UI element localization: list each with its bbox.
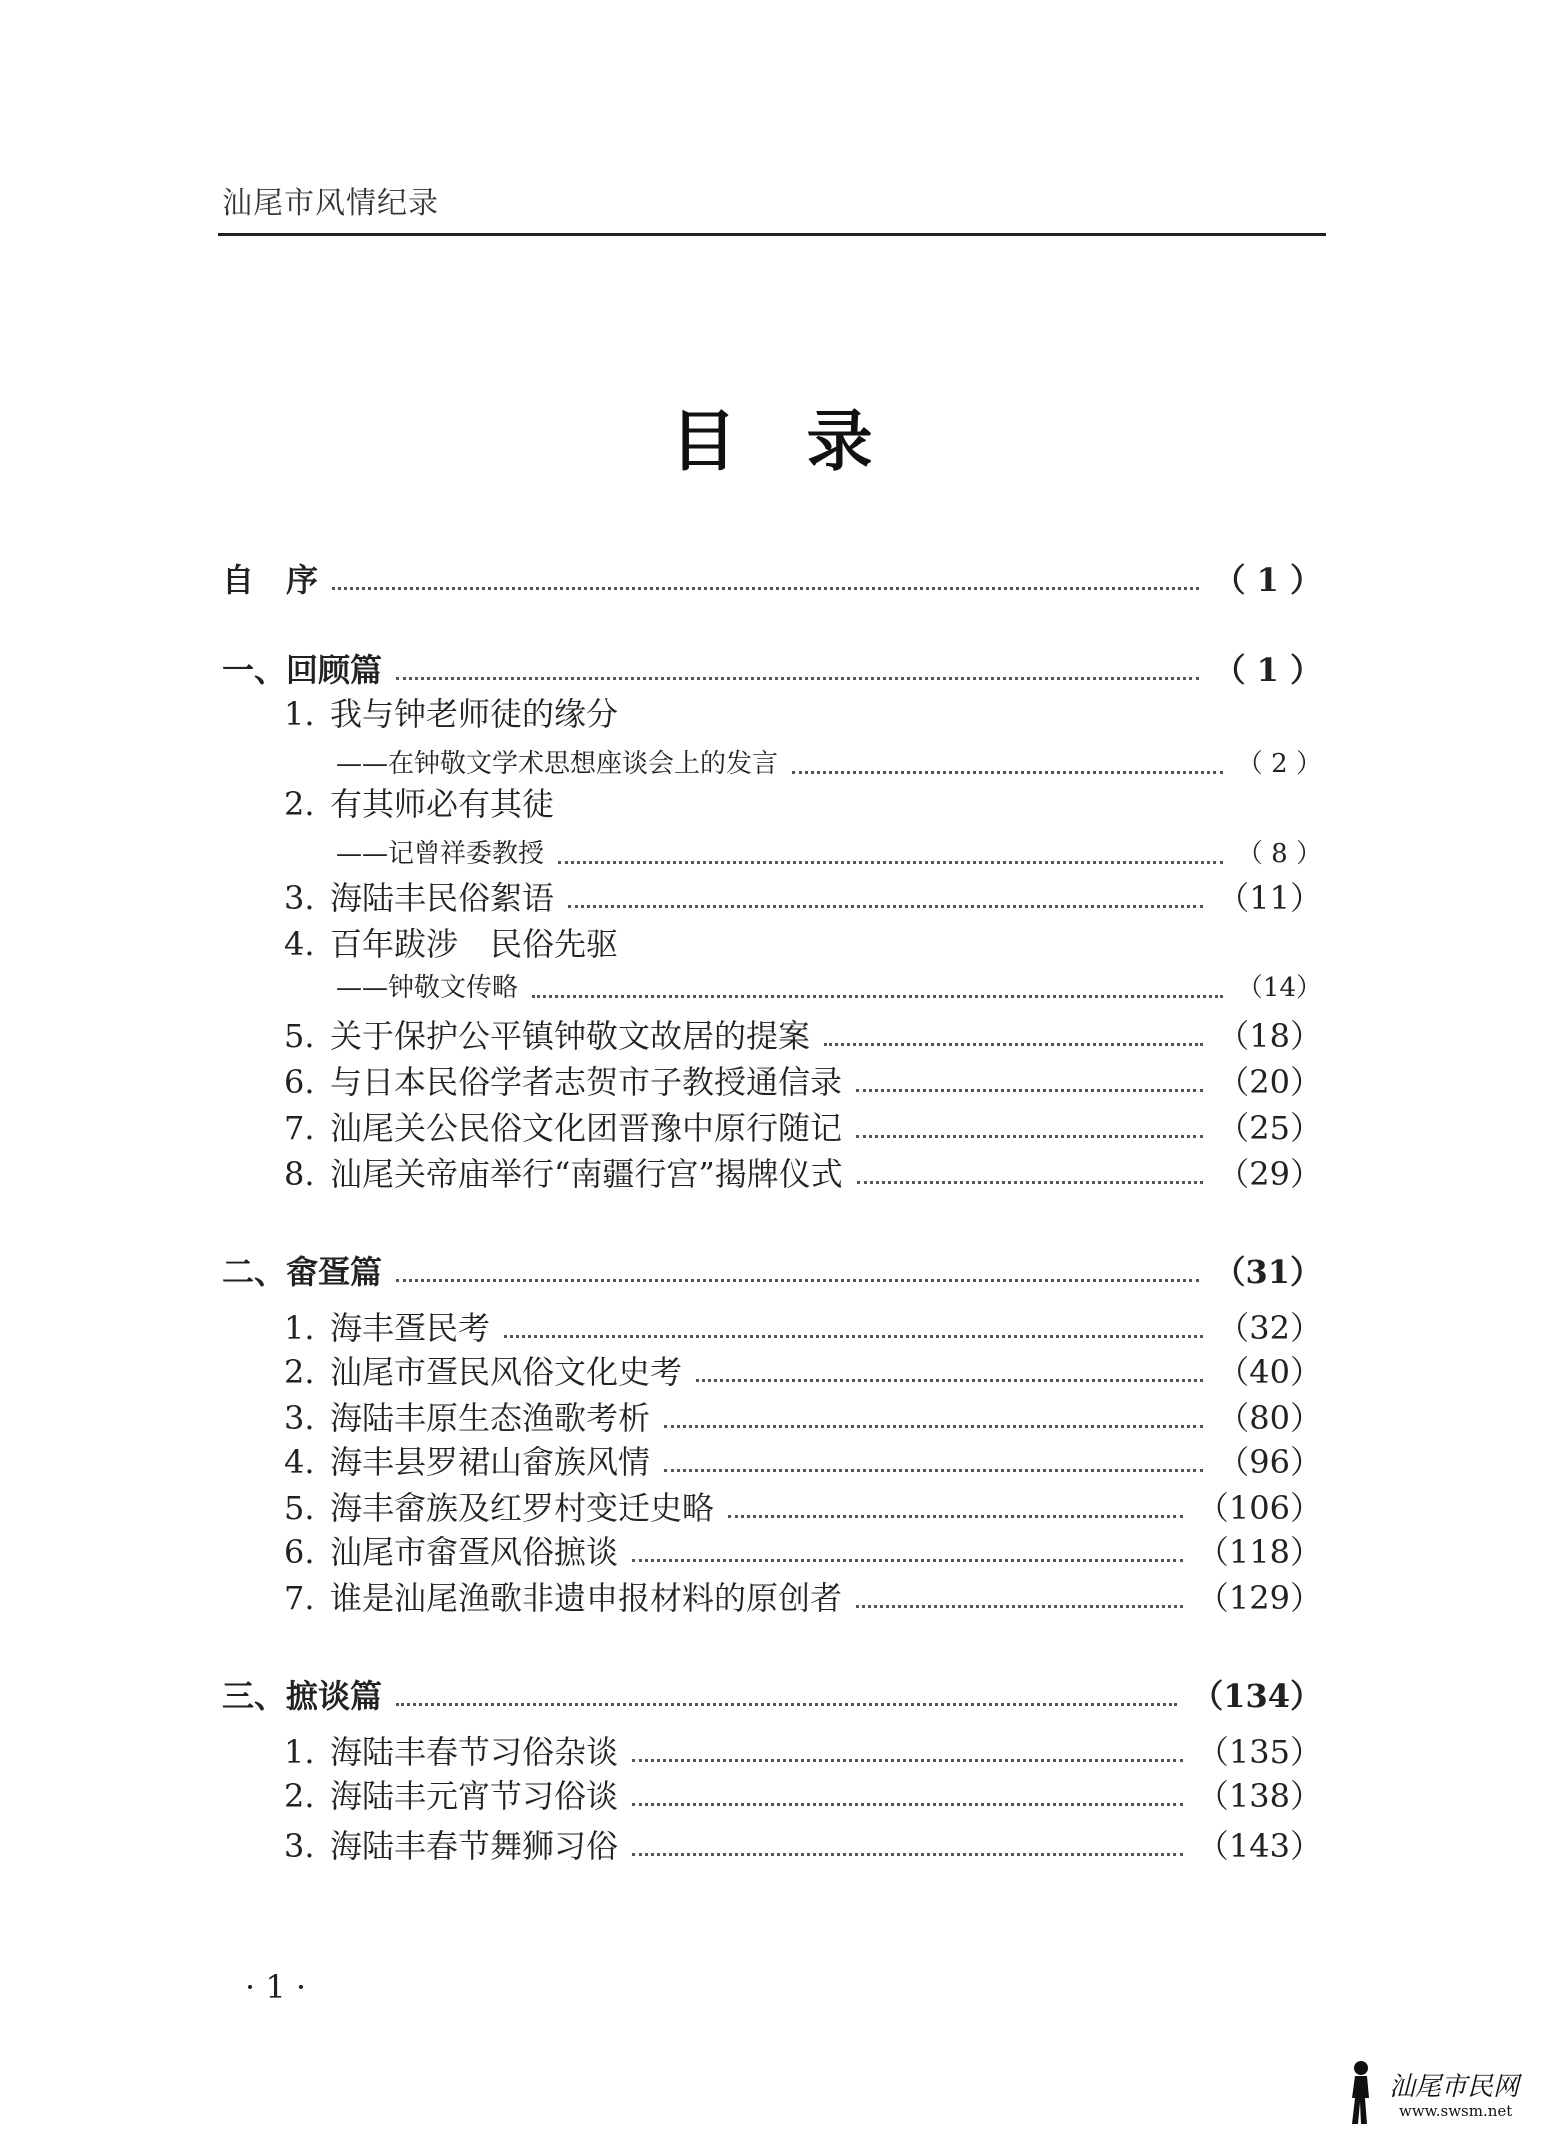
toc-entry [336, 966, 1322, 1010]
toc-entry-label: ——钟敬文传略 [336, 973, 519, 1003]
dot-leader [856, 1135, 1203, 1138]
dot-leader [632, 1759, 1183, 1762]
toc-entry-label: ——记曾祥委教授 [336, 839, 545, 869]
toc-entry-number: 3. [284, 879, 315, 917]
walking-figure-icon [1341, 2058, 1381, 2128]
toc-entry [284, 1730, 1322, 1774]
toc-entry-label: 三、摭谈篇 [222, 1677, 383, 1715]
toc-entry-page: （80） [1217, 1399, 1322, 1437]
toc-entry-page: （143） [1196, 1827, 1322, 1865]
toc-entry-label: 海丰疍民考 [330, 1309, 491, 1347]
toc-entry-number: 2. [284, 785, 315, 823]
toc-entry [284, 1306, 1322, 1350]
dot-leader [568, 905, 1203, 908]
toc-entry-page: （25） [1217, 1109, 1322, 1147]
dot-leader [824, 1043, 1203, 1046]
toc-entry [284, 1530, 1322, 1574]
dot-leader [632, 1803, 1183, 1806]
toc-entry [284, 1576, 1322, 1620]
toc-title [0, 388, 1543, 483]
toc-entry [222, 1250, 1322, 1294]
toc-entry [284, 1396, 1322, 1440]
toc-entry-number: 3. [284, 1827, 315, 1865]
toc-entry-label: 汕尾关公民俗文化团晋豫中原行随记 [330, 1109, 843, 1147]
toc-entry [284, 1060, 1322, 1104]
toc-entry-page: （ 8 ） [1236, 839, 1322, 869]
toc-entry-label: 海丰畲族及红罗村变迁史略 [330, 1489, 715, 1527]
toc-entry-page: （ 1 ） [1213, 561, 1322, 599]
toc-entry-page: （118） [1196, 1533, 1322, 1571]
toc-entry [284, 922, 1322, 966]
toc-entry-page: （29） [1217, 1155, 1322, 1193]
toc-entry [284, 782, 1322, 826]
toc-entry-label: 汕尾市疍民风俗文化史考 [330, 1353, 683, 1391]
toc-entry-page: （20） [1217, 1063, 1322, 1101]
toc-entry [284, 1774, 1322, 1818]
toc-entry-page: （ 1 ） [1213, 651, 1322, 689]
toc-entry [284, 1106, 1322, 1150]
toc-entry-label: 海陆丰春节舞狮习俗 [330, 1827, 619, 1865]
toc-entry-label: 与日本民俗学者志贺市子教授通信录 [330, 1063, 843, 1101]
toc-entry-number: 1. [284, 695, 315, 733]
site-watermark [1341, 2058, 1531, 2130]
toc-entry-page: （ 2 ） [1236, 749, 1322, 779]
dot-leader [332, 587, 1199, 590]
toc-entry-page: （14） [1236, 973, 1322, 1003]
dot-leader [532, 995, 1223, 998]
toc-entry-page: （11） [1217, 879, 1322, 917]
toc-entry-number: 7. [284, 1109, 315, 1147]
toc-entry [284, 1014, 1322, 1058]
dot-leader [396, 1703, 1177, 1706]
dot-leader [632, 1853, 1183, 1856]
toc-entry-label: 海陆丰原生态渔歌考析 [330, 1399, 651, 1437]
toc-entry-label: 关于保护公平镇钟敬文故居的提案 [330, 1017, 811, 1055]
toc-entry [284, 1152, 1322, 1196]
toc-entry-number: 2. [284, 1353, 315, 1391]
dot-leader [664, 1469, 1203, 1472]
toc-entry [222, 648, 1322, 692]
toc-entry-label: 海丰县罗裙山畲族风情 [330, 1443, 651, 1481]
toc-entry-label: 二、畲疍篇 [222, 1253, 383, 1291]
toc-entry [336, 832, 1322, 876]
toc-entry [222, 558, 1322, 602]
toc-entry-number: 4. [284, 925, 315, 963]
toc-entry-number: 6. [284, 1063, 315, 1101]
toc-entry-page: （134） [1191, 1677, 1322, 1715]
dot-leader [396, 1279, 1199, 1282]
toc-entry-label: 我与钟老师徒的缘分 [330, 695, 619, 733]
toc-entry-label: 有其师必有其徒 [330, 785, 555, 823]
toc-entry-label: 汕尾市畲疍风俗摭谈 [330, 1533, 619, 1571]
toc-entry-page: （129） [1196, 1579, 1322, 1617]
toc-entry-label: 汕尾关帝庙举行“南疆行宫”揭牌仪式 [330, 1155, 843, 1193]
toc-entry-number: 1. [284, 1733, 315, 1771]
toc-title-second: 录 [806, 402, 873, 480]
toc-entry-label: 海陆丰春节习俗杂谈 [330, 1733, 619, 1771]
toc-entry-label: 一、回顾篇 [222, 651, 383, 689]
toc-entry-page: （135） [1196, 1733, 1322, 1771]
toc-entry-page: （32） [1217, 1309, 1322, 1347]
dot-leader [856, 1605, 1183, 1608]
toc-entry-number: 6. [284, 1533, 315, 1571]
toc-entry [284, 876, 1322, 920]
page-folio: · 1 · [245, 1968, 307, 2006]
toc-title-first: 目 [670, 402, 737, 480]
toc-entry-page: （31） [1213, 1253, 1322, 1291]
dot-leader [728, 1515, 1183, 1518]
toc-entry-number: 1. [284, 1309, 315, 1347]
toc-entry-label: ——在钟敬文学术思想座谈会上的发言 [336, 749, 779, 779]
toc-entry-number: 8. [284, 1155, 315, 1193]
toc-entry-label: 谁是汕尾渔歌非遗申报材料的原创者 [330, 1579, 843, 1617]
header-rule [218, 233, 1326, 236]
toc-entry-page: （18） [1217, 1017, 1322, 1055]
toc-entry-number: 5. [284, 1489, 315, 1527]
toc-entry-label: 百年跋涉 民俗先驱 [330, 925, 619, 963]
dot-leader [664, 1425, 1203, 1428]
toc-entry-number: 5. [284, 1017, 315, 1055]
toc-entry-page: （40） [1217, 1353, 1322, 1391]
toc-entry-label: 自 序 [222, 561, 319, 599]
dot-leader [857, 1181, 1204, 1184]
running-head-title: 汕尾市风情纪录 [222, 186, 439, 221]
toc-entry-number: 2. [284, 1777, 315, 1815]
toc-entry [284, 1486, 1322, 1530]
toc-entry [284, 692, 1322, 736]
toc-entry [284, 1824, 1322, 1868]
toc-entry-number: 7. [284, 1579, 315, 1617]
dot-leader [396, 677, 1199, 680]
watermark-name: 汕尾市民网 [1389, 2072, 1520, 2102]
toc-entry-label: 海陆丰元宵节习俗谈 [330, 1777, 619, 1815]
toc-entry-label: 海陆丰民俗絮语 [330, 879, 555, 917]
dot-leader [558, 861, 1223, 864]
toc-entry-page: （96） [1217, 1443, 1322, 1481]
toc-entry-number: 3. [284, 1399, 315, 1437]
toc-entry-number: 4. [284, 1443, 315, 1481]
toc-entry-page: （106） [1196, 1489, 1322, 1527]
dot-leader [696, 1379, 1203, 1382]
toc-entry [284, 1350, 1322, 1394]
dot-leader [504, 1335, 1203, 1338]
dot-leader [632, 1559, 1183, 1562]
toc-entry [336, 742, 1322, 786]
dot-leader [856, 1089, 1203, 1092]
toc-entry [222, 1674, 1322, 1718]
toc-entry [284, 1440, 1322, 1484]
watermark-url: www.swsm.net [1399, 2102, 1513, 2120]
toc-entry-page: （138） [1196, 1777, 1322, 1815]
dot-leader [792, 771, 1223, 774]
